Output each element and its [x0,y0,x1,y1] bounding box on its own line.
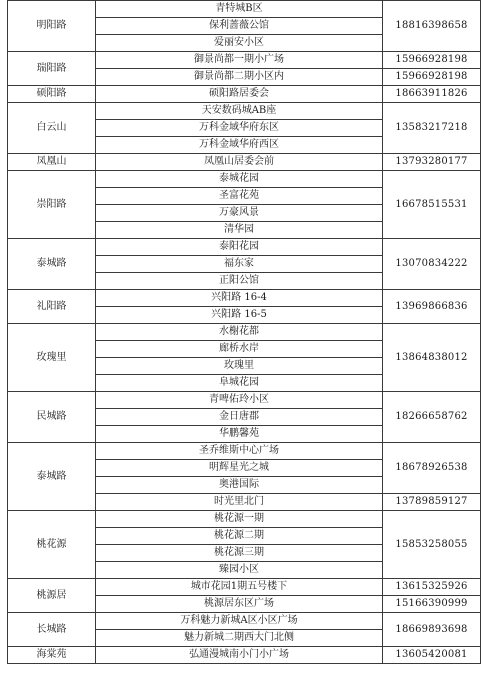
location-cell: 明辉星光之城 [96,460,383,477]
location-cell: 桃花源二期 [96,528,383,545]
location-cell: 阜城花园 [96,375,383,392]
table-row [8,1,481,18]
table-row [8,86,481,103]
location-cell: 泰城花园 [96,171,383,188]
location-cell: 万科魅力新城A区小区广场 [96,613,383,630]
phone-number-cell: 15853258055 [383,511,481,579]
phone-number-cell: 13615325926 [383,579,481,596]
location-cell: 兴阳路 16-4 [96,290,383,307]
location-cell: 御景尚都二期小区内 [96,69,383,86]
phone-number-cell: 18266658762 [383,392,481,443]
location-cell: 桃花源三期 [96,545,383,562]
table-row [8,443,481,460]
location-cell: 兴阳路 16-5 [96,307,383,324]
road-name-cell: 桃花源 [8,511,96,579]
table-body [8,1,481,664]
road-name-cell: 泰城路 [8,239,96,290]
table-row [8,647,481,664]
location-cell: 硕阳路居委会 [96,86,383,103]
phone-number-cell: 18678926538 [383,443,481,494]
phone-number-cell: 16678515531 [383,171,481,239]
location-cell: 万科金域华府西区 [96,137,383,154]
road-name-cell: 崇阳路 [8,171,96,239]
location-cell: 万豪风景 [96,205,383,222]
road-name-cell: 民城路 [8,392,96,443]
location-cell: 清华园 [96,222,383,239]
road-name-cell: 白云山 [8,103,96,154]
location-cell: 青啤佑玲小区 [96,392,383,409]
table-row [8,171,481,188]
table-row [8,613,481,630]
road-name-cell: 瑞阳路 [8,52,96,86]
phone-number-cell: 15966928198 [383,69,481,86]
road-name-cell: 凤凰山 [8,154,96,171]
location-cell: 福东家 [96,256,383,273]
road-name-cell: 长城路 [8,613,96,647]
location-cell: 玫瑰里 [96,358,383,375]
road-name-cell: 明阳路 [8,1,96,52]
phone-number-cell: 15166390999 [383,596,481,613]
table-row [8,52,481,69]
phone-number-cell: 13793280177 [383,154,481,171]
location-cell: 正阳公馆 [96,273,383,290]
location-cell: 金日唐郡 [96,409,383,426]
table-row [8,392,481,409]
table-row [8,579,481,596]
table-row [8,511,481,528]
phone-number-cell: 15966928198 [383,52,481,69]
phone-number-cell: 13789859127 [383,494,481,511]
location-cell: 廊桥水岸 [96,341,383,358]
location-cell: 泰阳花园 [96,239,383,256]
phone-number-cell: 13605420081 [383,647,481,664]
phone-number-cell: 13070834222 [383,239,481,290]
location-cell: 圣富花苑 [96,188,383,205]
table-row [8,239,481,256]
location-cell: 爱丽安小区 [96,35,383,52]
road-name-cell: 泰城路 [8,443,96,511]
location-cell: 桃花源一期 [96,511,383,528]
phone-number-cell: 18663911826 [383,86,481,103]
phone-number-cell: 13969866836 [383,290,481,324]
location-cell: 魅力新城二期西大门北侧 [96,630,383,647]
location-cell: 水榭花都 [96,324,383,341]
location-cell: 时光里北门 [96,494,383,511]
road-name-cell: 玫瑰里 [8,324,96,392]
contact-table [7,0,481,664]
location-cell: 天安数码城AB座 [96,103,383,120]
table-row [8,290,481,307]
table-row [8,324,481,341]
phone-number-cell: 13864838012 [383,324,481,392]
location-cell: 青特城B区 [96,1,383,18]
location-cell: 御景尚都一期小广场 [96,52,383,69]
location-cell: 臻园小区 [96,562,383,579]
location-cell: 保利蔷薇公馆 [96,18,383,35]
location-cell: 华鹏馨苑 [96,426,383,443]
location-cell: 圣乔维斯中心广场 [96,443,383,460]
table-row [8,103,481,120]
location-cell: 弘通漫城南小门小广场 [96,647,383,664]
location-cell: 桃源居东区广场 [96,596,383,613]
road-name-cell: 海棠苑 [8,647,96,664]
phone-number-cell: 18816398658 [383,1,481,52]
location-cell: 万科金域华府东区 [96,120,383,137]
location-cell: 凤凰山居委会前 [96,154,383,171]
phone-number-cell: 18669893698 [383,613,481,647]
road-name-cell: 礼阳路 [8,290,96,324]
location-cell: 城市花园1期五号楼下 [96,579,383,596]
road-name-cell: 硕阳路 [8,86,96,103]
road-name-cell: 桃源居 [8,579,96,613]
table-row [8,154,481,171]
location-cell: 奥港国际 [96,477,383,494]
phone-number-cell: 13583217218 [383,103,481,154]
